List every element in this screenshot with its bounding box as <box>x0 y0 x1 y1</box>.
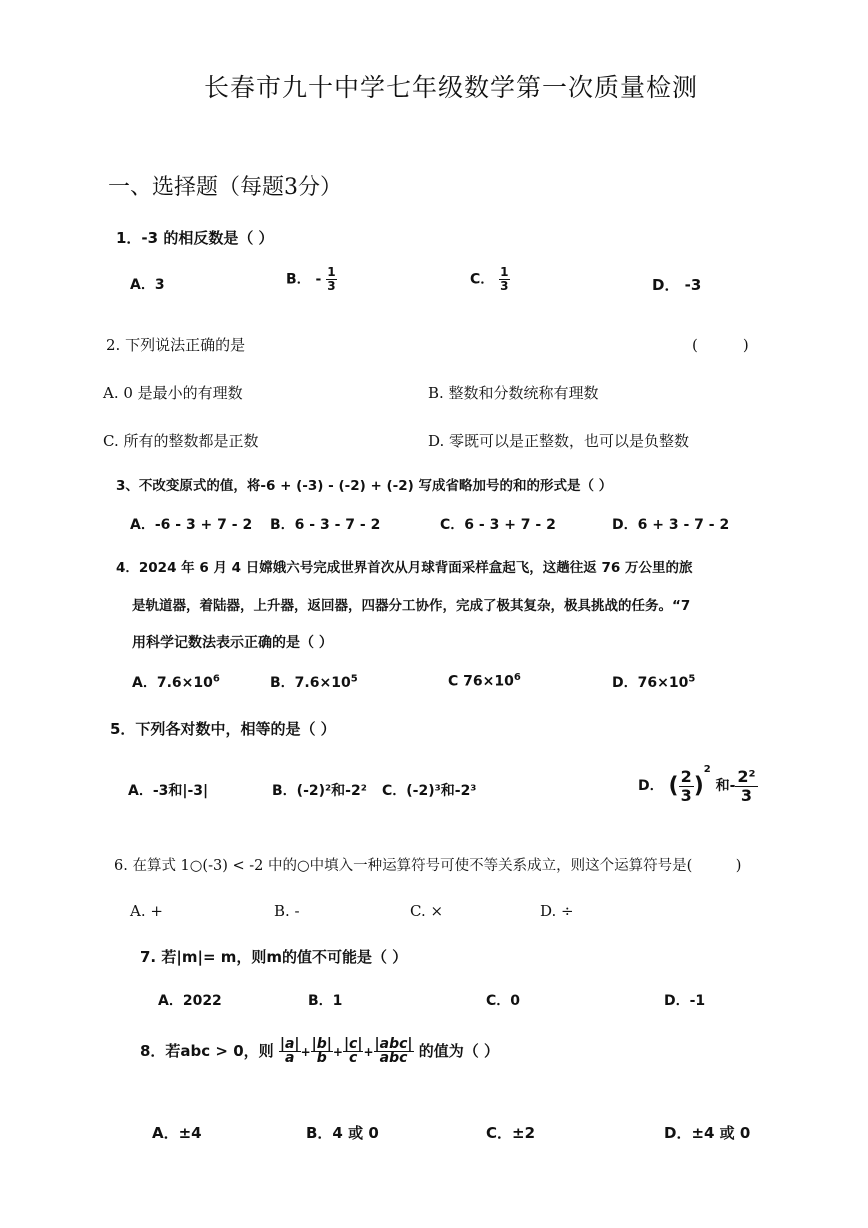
q8-plus-2: + <box>332 1045 343 1059</box>
q8-term-1 <box>279 1038 301 1065</box>
q4-stem-line-1: 4．2024 年 6 月 4 日嫦娥六号完成世界首次从月球背面采样盒起飞，这趟往返 76 万公里的旅 <box>116 560 693 576</box>
q8-term-3-num: |c| <box>343 1036 363 1052</box>
q7-option-d: D．-1 <box>664 993 706 1009</box>
q8-term-3-den: c <box>349 1050 358 1066</box>
q1-option-a: A．3 <box>130 277 165 293</box>
q5-option-d-mid: 和- <box>715 778 736 794</box>
q1-option-b <box>286 266 337 293</box>
q4-option-d-exponent: 5 <box>688 673 696 685</box>
q2-option-c: C. 所有的整数都是正数 <box>103 432 259 450</box>
q8-term-1-num: |a| <box>279 1036 300 1052</box>
q6-option-a: A. + <box>130 902 163 920</box>
q4-stem-line-3: 用科学记数法表示正确的是（ ） <box>132 635 333 651</box>
q7-option-a: A．2022 <box>158 993 222 1009</box>
q4-option-b-base: B．7.6×10 <box>270 675 351 691</box>
q4-option-a <box>132 672 220 692</box>
q8-stem-suffix: 的值为（ ） <box>418 1042 499 1060</box>
q8-term-2 <box>311 1038 333 1065</box>
q2-option-a: A. 0 是最小的有理数 <box>103 384 243 402</box>
q1-b-frac-num: 1 <box>327 265 336 279</box>
q6-stem: 6. 在算式 1○(-3) < -2 中的○中填入一种运算符号可使不等关系成立，则这个运算符号是( ) <box>114 858 742 874</box>
q5-option-a: A．-3和|-3| <box>128 783 209 799</box>
q8-option-c: C．±2 <box>486 1124 536 1142</box>
q4-option-a-exponent: 6 <box>212 673 220 685</box>
q6-option-c: C. × <box>410 902 444 920</box>
q5-option-d-prefix: D． <box>638 778 664 794</box>
q8-option-a: A．±4 <box>152 1124 202 1142</box>
q8-term-2-den: b <box>316 1050 327 1066</box>
section-heading: 一、选择题（每题3分） <box>108 175 342 200</box>
q1-option-c-fraction <box>499 266 509 293</box>
page-title: 长春市九十中学七年级数学第一次质量检测 <box>204 73 699 102</box>
q8-term-1-den: a <box>284 1050 295 1066</box>
q3-option-d: D．6 + 3 - 7 - 2 <box>612 517 730 533</box>
q8-stem-prefix: 8．若abc > 0，则 <box>140 1042 274 1060</box>
q4-option-d-base: D．76×10 <box>612 675 689 691</box>
q4-option-b <box>270 672 358 692</box>
q6-option-d: D. ÷ <box>540 902 574 920</box>
q5-d-fraction-2 <box>735 768 757 805</box>
q5-option-c: C．(-2)³和-2³ <box>382 783 477 799</box>
q6-option-b: B. - <box>274 902 300 920</box>
q1-option-c-prefix: C． <box>470 271 495 288</box>
q3-option-b: B．6 - 3 - 7 - 2 <box>270 517 381 533</box>
q3-stem: 3、不改变原式的值，将-6 + (-3) - (-2) + (-2) 写成省略加号的和的形式是（ ） <box>116 478 613 494</box>
q4-option-b-exponent: 5 <box>350 673 358 685</box>
q5-d-frac2-num: 2² <box>737 766 756 786</box>
q8-term-4-den: abc <box>379 1050 408 1066</box>
q5-d-exponent: 2 <box>703 764 711 775</box>
q5-option-d: D． ( $\frac{2}{3}$ )$^2$ 和- $\frac{\text{2²}}{3}$ <box>638 764 756 805</box>
q4-stem-line-2: 是轨道器，着陆器，上升器，返回器，四器分工协作，完成了极其复杂，极具挑战的任务。“7 <box>132 598 691 614</box>
q7-option-c: C．0 <box>486 993 521 1009</box>
q2-answer-paren: ( ) <box>692 336 749 354</box>
q8-option-d: D．±4 或 0 <box>664 1124 751 1142</box>
q1-option-b-fraction <box>326 266 336 293</box>
q2-stem: 2. 下列说法正确的是 <box>106 336 246 354</box>
q4-option-d <box>612 672 695 692</box>
q1-option-d: D． -3 <box>652 276 702 294</box>
q2-option-d: D. 零既可以是正整数，也可以是负整数 <box>428 432 690 450</box>
q4-option-c <box>448 672 521 690</box>
q8-term-2-num: |b| <box>311 1036 332 1052</box>
q8-plus-3: + <box>363 1045 374 1059</box>
q7-stem: 7. 若|m|= m，则m的值不可能是（ ） <box>140 948 408 966</box>
q8-term-4 <box>374 1038 414 1065</box>
q1-stem: 1．-3 的相反数是（ ） <box>116 229 274 247</box>
q8-term-3 <box>343 1038 364 1065</box>
q1-c-frac-den: 3 <box>500 279 509 293</box>
q8-plus-1: + <box>300 1045 311 1059</box>
q5-option-b: B．(-2)²和-2² <box>272 783 367 799</box>
q1-option-c <box>470 266 510 293</box>
q5-d-frac1-num: 2 <box>680 766 692 786</box>
q5-stem: 5．下列各对数中，相等的是（ ） <box>110 720 336 738</box>
q2-option-b: B. 整数和分数统称有理数 <box>428 384 599 402</box>
q8-stem <box>140 1038 499 1065</box>
q4-option-c-base: C 76×10 <box>448 673 514 690</box>
q1-b-frac-den: 3 <box>327 279 336 293</box>
q3-option-c: C．6 - 3 + 7 - 2 <box>440 517 556 533</box>
q5-d-frac1-den: 3 <box>680 785 692 805</box>
q7-option-b: B．1 <box>308 993 343 1009</box>
q3-option-a: A．-6 - 3 + 7 - 2 <box>130 517 253 533</box>
q1-option-b-prefix: B． - <box>286 271 322 288</box>
q4-option-a-base: A．7.6×10 <box>132 675 213 691</box>
q1-c-frac-num: 1 <box>500 265 509 279</box>
q8-option-b: B．4 或 0 <box>306 1124 379 1142</box>
q5-d-fraction-1 <box>679 768 694 805</box>
q8-term-4-num: |abc| <box>374 1036 413 1052</box>
q4-option-c-exponent: 6 <box>513 672 521 683</box>
q5-d-frac2-den: 3 <box>740 785 753 805</box>
